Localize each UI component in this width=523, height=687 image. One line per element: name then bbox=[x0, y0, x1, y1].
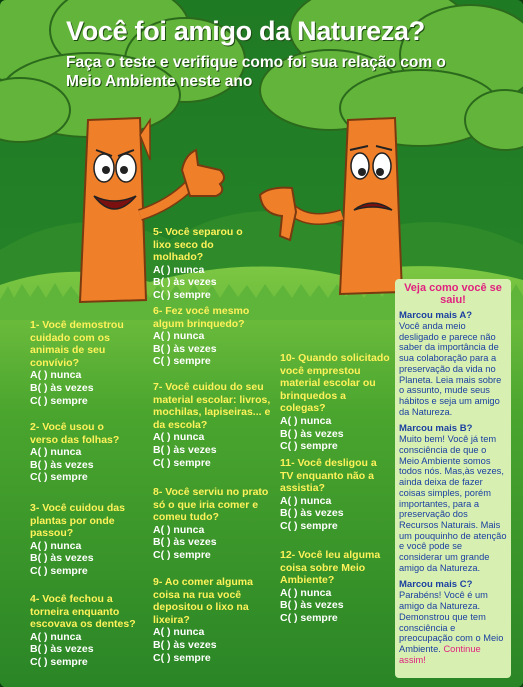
question-6 bbox=[153, 305, 268, 368]
option-c[interactable]: C( ) sempre bbox=[30, 655, 88, 668]
question-12 bbox=[280, 549, 390, 625]
option-a[interactable]: A( ) nunca bbox=[280, 414, 332, 427]
result-b-text: Muito bem! Você já tem consciência de que o Meio Ambiente somos todos nós. Mas,às vezes, ainda deixa de fazer coisas simples, porém importantes, para a preservação dos Recursos Naturais. Mais um pouquinho de atenção e você pode se considerar um grande amigo da Natureza. bbox=[399, 434, 507, 573]
option-c[interactable]: C( ) sempre bbox=[153, 651, 211, 664]
page-subtitle: Faça o teste e verifique como foi sua relação com o Meio Ambiente neste ano bbox=[66, 54, 446, 90]
question-text: 10- Quando solicitado você emprestou material escolar ou brinquedos a colegas? bbox=[280, 352, 390, 415]
question-text: 3- Você cuidou das plantas por onde passou? bbox=[30, 502, 125, 540]
option-c[interactable]: C( ) sempre bbox=[153, 288, 211, 301]
page-title: Você foi amigo da Natureza? bbox=[66, 16, 425, 46]
results-title: Veja como você se saiu! bbox=[404, 282, 502, 306]
result-b-heading: Marcou mais B? bbox=[399, 423, 473, 435]
option-b[interactable]: B( ) às vezes bbox=[280, 427, 344, 440]
option-a[interactable]: A( ) nunca bbox=[280, 494, 332, 507]
result-c-closing: Continue assim! bbox=[399, 643, 481, 665]
option-c[interactable]: C( ) sempre bbox=[280, 519, 338, 532]
question-text: 2- Você usou o verso das folhas? bbox=[30, 421, 120, 446]
question-4 bbox=[30, 593, 145, 669]
option-c[interactable]: C( ) sempre bbox=[153, 355, 211, 368]
option-c[interactable]: C( ) sempre bbox=[30, 394, 88, 407]
option-b[interactable]: B( ) às vezes bbox=[280, 507, 344, 520]
option-b[interactable]: B( ) às vezes bbox=[30, 552, 94, 565]
question-7 bbox=[153, 381, 271, 469]
option-c[interactable]: C( ) sempre bbox=[153, 456, 211, 469]
question-text: 5- Você separou o lixo seco do molhado? bbox=[153, 226, 243, 264]
option-a[interactable]: A( ) nunca bbox=[280, 586, 332, 599]
question-text: 7- Você cuidou do seu material escolar: livros, mochilas, lapiseiras... e da escola? bbox=[153, 381, 271, 431]
option-c[interactable]: C( ) sempre bbox=[280, 440, 338, 453]
question-text: 1- Você demostrou cuidado com os animais de seu convívio? bbox=[30, 319, 124, 369]
question-text: 4- Você fechou a torneira enquanto escovava os dentes? bbox=[30, 593, 136, 631]
question-3 bbox=[30, 502, 125, 578]
question-10 bbox=[280, 352, 392, 453]
question-11 bbox=[280, 457, 390, 533]
option-a[interactable]: A( ) nunca bbox=[153, 626, 205, 639]
option-b[interactable]: B( ) às vezes bbox=[153, 342, 217, 355]
question-text: 8- Você serviu no prato só o que iria comer e comeu tudo? bbox=[153, 486, 269, 524]
option-b[interactable]: B( ) às vezes bbox=[153, 276, 217, 289]
option-a[interactable]: A( ) nunca bbox=[30, 369, 82, 382]
option-a[interactable]: A( ) nunca bbox=[153, 330, 205, 343]
option-a[interactable]: A( ) nunca bbox=[30, 539, 82, 552]
option-b[interactable]: B( ) às vezes bbox=[30, 458, 94, 471]
question-8 bbox=[153, 486, 271, 562]
question-text: 11- Você desligou a TV enquanto não a assistia? bbox=[280, 457, 377, 495]
option-a[interactable]: A( ) nunca bbox=[30, 630, 82, 643]
option-c[interactable]: C( ) sempre bbox=[153, 548, 211, 561]
question-5 bbox=[153, 226, 263, 302]
question-1 bbox=[30, 319, 125, 407]
result-a-text: Você anda meio desligado e parece não saber da importância de sua colaboração para a preservação da vida no Planeta. Leia mais sobre o assunto, mude seus hábitos e seja um amigo da Natureza. bbox=[399, 321, 502, 417]
option-b[interactable]: B( ) às vezes bbox=[153, 443, 217, 456]
question-9 bbox=[153, 576, 271, 664]
option-a[interactable]: A( ) nunca bbox=[153, 523, 205, 536]
result-a-heading: Marcou mais A? bbox=[399, 310, 473, 321]
option-a[interactable]: A( ) nunca bbox=[153, 431, 205, 444]
result-c-body: Parabéns! Você é um amigo da Natureza. Demonstrou que tem consciência e preocupação com o Meio Ambiente. bbox=[399, 590, 504, 654]
results-box bbox=[395, 279, 511, 678]
option-b[interactable]: B( ) às vezes bbox=[280, 599, 344, 612]
question-text: 9- Ao comer alguma coisa na rua você depositou o lixo na lixeira? bbox=[153, 576, 253, 626]
option-c[interactable]: C( ) sempre bbox=[280, 611, 338, 624]
question-2 bbox=[30, 421, 122, 484]
option-c[interactable]: C( ) sempre bbox=[30, 471, 88, 484]
option-b[interactable]: B( ) às vezes bbox=[153, 638, 217, 651]
option-b[interactable]: B( ) às vezes bbox=[30, 643, 94, 656]
result-c-heading: Marcou mais C? bbox=[399, 579, 473, 591]
option-a[interactable]: A( ) nunca bbox=[30, 446, 82, 459]
option-c[interactable]: C( ) sempre bbox=[30, 564, 88, 577]
option-a[interactable]: A( ) nunca bbox=[153, 263, 205, 276]
question-text: 6- Fez você mesmo algum brinquedo? bbox=[153, 305, 250, 330]
question-text: 12- Você leu alguma coisa sobre Meio Ambiente? bbox=[280, 549, 381, 587]
option-b[interactable]: B( ) às vezes bbox=[30, 381, 94, 394]
option-b[interactable]: B( ) às vezes bbox=[153, 536, 217, 549]
result-c-text bbox=[399, 590, 507, 665]
